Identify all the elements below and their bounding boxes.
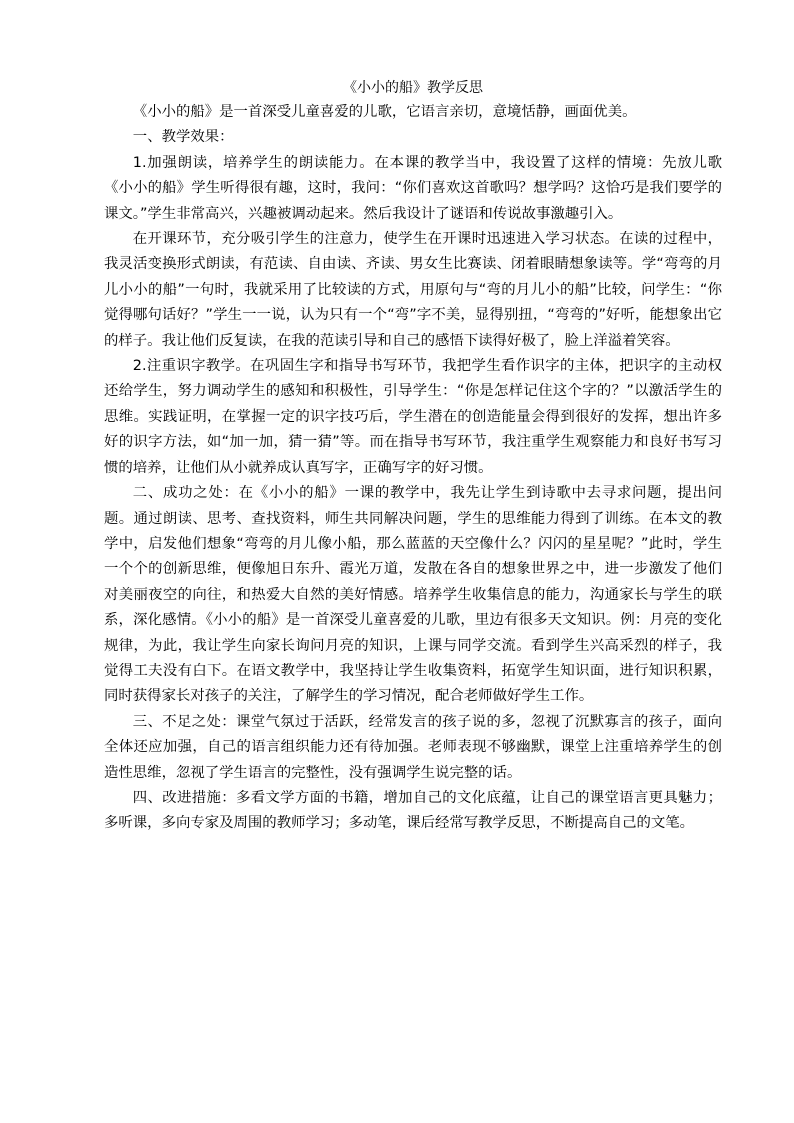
paragraph-section-1-heading: 一、教学效果： bbox=[132, 129, 234, 146]
paragraph-shortcomings: 三、不足之处：课堂气氛过于活跃，经常发言的孩子说的多，忽视了沉默寡言的孩子，面向全体还应加强，自己的语言组织能力还有待加强。老师表现不够幽默，课堂上注重培养学生的创造性思维，忽视了学生语言的完整性，没有强调学生说完整的话。 bbox=[104, 713, 722, 781]
paragraph-opening: 在开课环节，充分吸引学生的注意力，使学生在开课时迅速进入学习状态。在读的过程中，我灵活变换形式朗读，有范读、自由读、齐读、男女生比赛读、闭着眼睛想象读等。学“弯弯的月儿小小的船”一句时，我就采用了比较读的方式，用原句与“弯的月儿小的船”比较，问学生：“你觉得哪句话好？”学生一一说，认为只有一个“弯”字不美，显得别扭，“弯弯的”好听，能想象出它的样子。我让他们反复读，在我的范读引导和自己的感悟下读得好极了，脸上洋溢着笑容。 bbox=[104, 231, 722, 349]
paragraph-success: 二、成功之处：在《小小的船》一课的教学中，我先让学生到诗歌中去寻求问题，提出问题。通过朗读、思考、查找资料，师生共同解决问题，学生的思维能力得到了训练。在本文的教学中，启发他们想象“弯弯的月儿像小船，那么蓝蓝的天空像什么？闪闪的星星呢？”此时，学生一个个的创新思维，便像旭日东升、霞光万道，发散在各自的想象世界之中，进一步激发了他们对美丽夜空的向往，和热爱大自然的美好情感。培养学生收集信息的能力，沟通家长与学生的联系，深化感情。《小小的船》是一首深受儿童喜爱的儿歌，里边有很多天文知识。例：月亮的变化规律，为此，我让学生向家长询问月亮的知识，上课与同学交流。看到学生兴高采烈的样子，我觉得工夫没有白下。在语文教学中，我坚持让学生收集资料，拓宽学生知识面，进行知识积累，同时获得家长对孩子的关注，了解学生的学习情况，配合老师做好学生工作。 bbox=[104, 485, 722, 705]
paragraph-literacy: 2.注重识字教学。在巩固生字和指导书写环节，我把学生看作识字的主体，把识字的主动权还给学生，努力调动学生的感知和积极性，引导学生：“你是怎样记住这个字的？”以激活学生的思维。实践证明，在掌握一定的识字技巧后，学生潜在的创造能量会得到很好的发挥，想出许多好的识字方法，如“加一加，猜一猜”等。而在指导书写环节，我注重学生观察能力和良好书写习惯的培养，让他们从小就养成认真写字，正确写字的好习惯。 bbox=[104, 358, 722, 476]
document-title: 《小小的船》教学反思 bbox=[343, 80, 483, 96]
paragraph-intro: 《小小的船》是一首深受儿童喜爱的儿歌，它语言亲切，意境恬静，画面优美。 bbox=[132, 104, 637, 120]
paragraph-improvements: 四、改进措施：多看文学方面的书籍，增加自己的文化底蕴，让自己的课堂语言更具魅力；多听课，多向专家及周围的教师学习；多动笔，课后经常写教学反思，不断提高自己的文笔。 bbox=[104, 789, 722, 832]
paragraph-reading: 1.加强朗读，培养学生的朗读能力。在本课的教学当中，我设置了这样的情境：先放儿歌《小小的船》学生听得很有趣，这时，我问：“你们喜欢这首歌吗？想学吗？这恰巧是我们要学的课文。”学生非常高兴，兴趣被调动起来。然后我设计了谜语和传说故事激趣引入。 bbox=[104, 154, 722, 222]
